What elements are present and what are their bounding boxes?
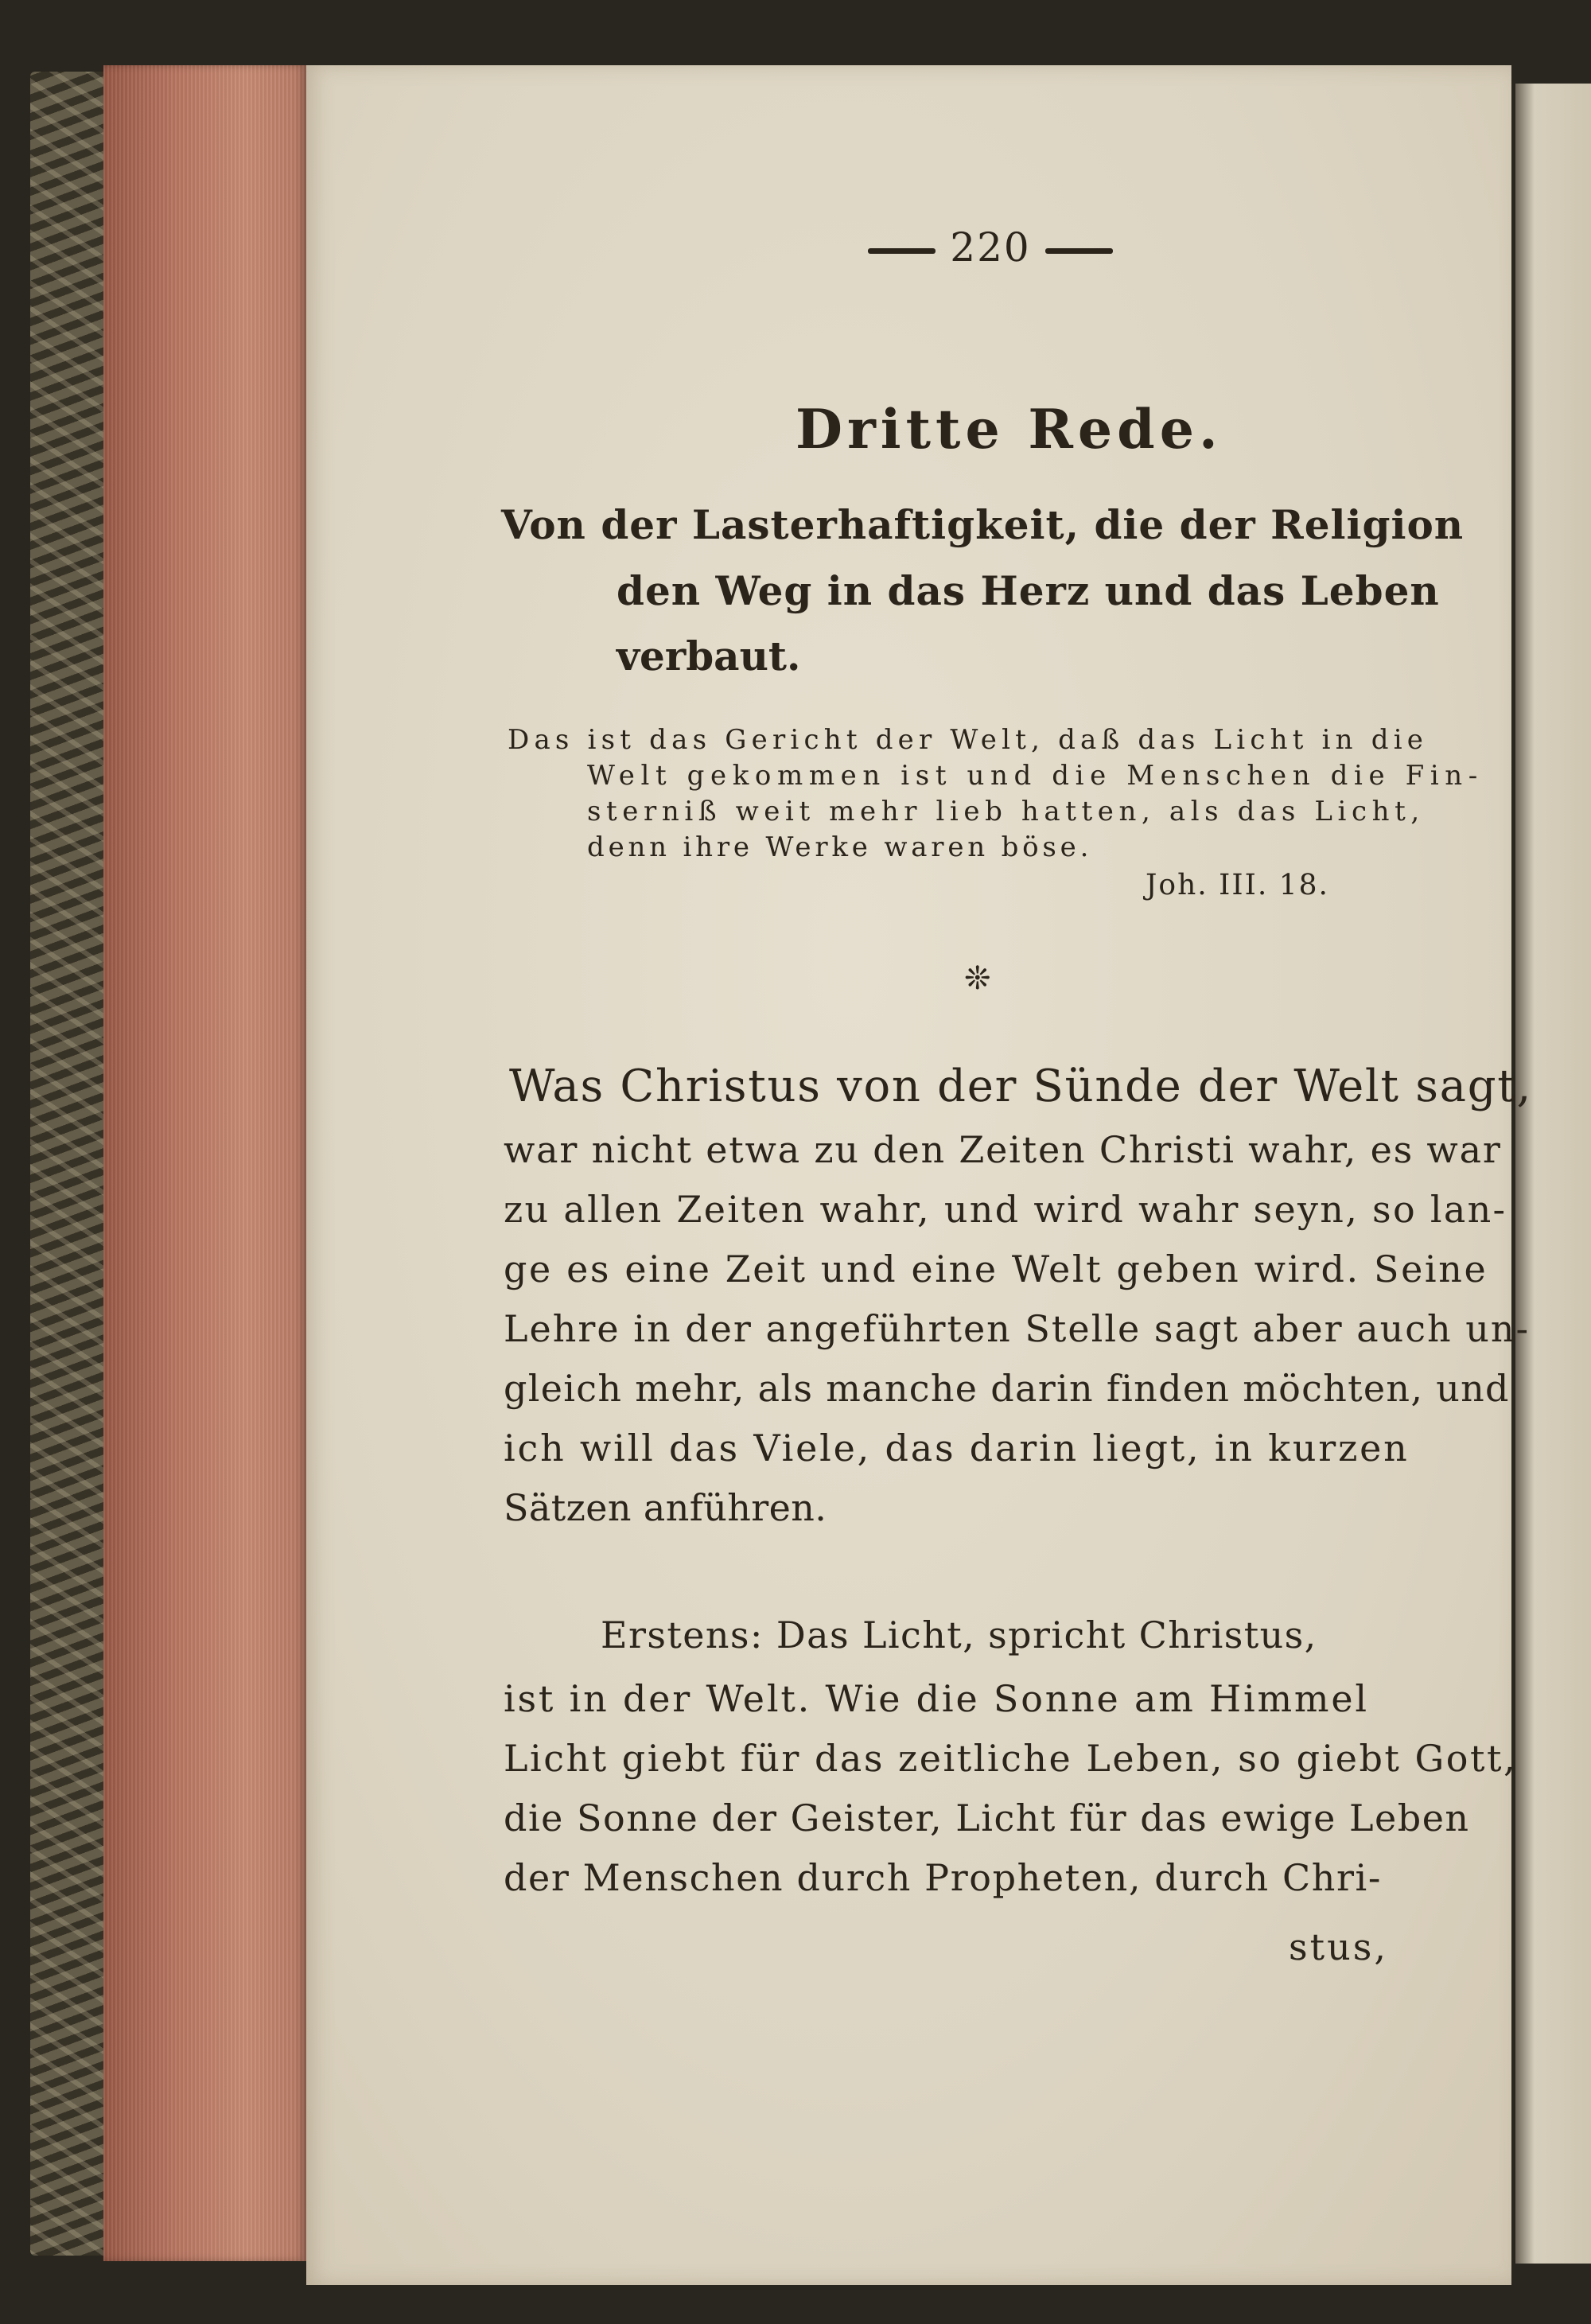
chapter-subtitle-line: den Weg in das Herz und das Leben (617, 567, 1440, 614)
chapter-subtitle-line: verbaut. (617, 633, 801, 679)
body-text-line: Sätzen anführen. (504, 1486, 827, 1529)
body-text-line: zu allen Zeiten wahr, und wird wahr seyn, so lan- (504, 1188, 1507, 1231)
page-number (847, 224, 1134, 271)
body-text-line: der Menschen durch Propheten, durch Chri- (504, 1856, 1383, 1899)
page-number-dash-left (868, 248, 936, 254)
body-text-line: die Sonne der Geister, Licht für das ewige Leben (504, 1797, 1470, 1839)
book-cover-edge (30, 72, 103, 2256)
epigraph-reference: Joh. III. 18. (1146, 869, 1329, 901)
body-text-line: Lehre in der angeführten Stelle sagt aber auch un- (504, 1307, 1531, 1350)
body-text-line: Erstens: Das Licht, spricht Christus, (601, 1614, 1317, 1656)
body-text-line: Was Christus von der Sünde der Welt sagt, (509, 1061, 1533, 1112)
body-text-line: ich will das Viele, das darin liegt, in kurzen (504, 1427, 1410, 1470)
epigraph-line: Welt gekommen ist und die Menschen die Fin- (587, 760, 1484, 792)
body-text-line: Licht giebt für das zeitliche Leben, so giebt Gott, (504, 1737, 1518, 1780)
catchword: stus, (1289, 1925, 1388, 1968)
chapter-subtitle-line: Von der Lasterhaftigkeit, die der Religion (501, 501, 1465, 548)
page-block-edge (103, 65, 306, 2261)
body-text-line: ist in der Welt. Wie die Sonne am Himmel (504, 1677, 1369, 1720)
section-separator: ❊ (964, 960, 991, 997)
next-page-edge (1515, 84, 1591, 2264)
body-text-line: war nicht etwa zu den Zeiten Christi wahr, es war (504, 1128, 1502, 1171)
epigraph-line: Das ist das Gericht der Welt, daß das Licht in die (508, 724, 1429, 756)
body-text-line: gleich mehr, als manche darin finden möchten, und (504, 1367, 1510, 1410)
epigraph-line: denn ihre Werke waren böse. (587, 831, 1093, 863)
epigraph-line: sterniß weit mehr lieb hatten, als das Licht, (587, 796, 1425, 827)
body-text-line: ge es eine Zeit und eine Welt geben wird. Seine (504, 1248, 1488, 1290)
page-number-dash-right (1045, 248, 1113, 254)
page-number-value: 220 (950, 224, 1031, 271)
chapter-title: Dritte Rede. (796, 398, 1223, 461)
